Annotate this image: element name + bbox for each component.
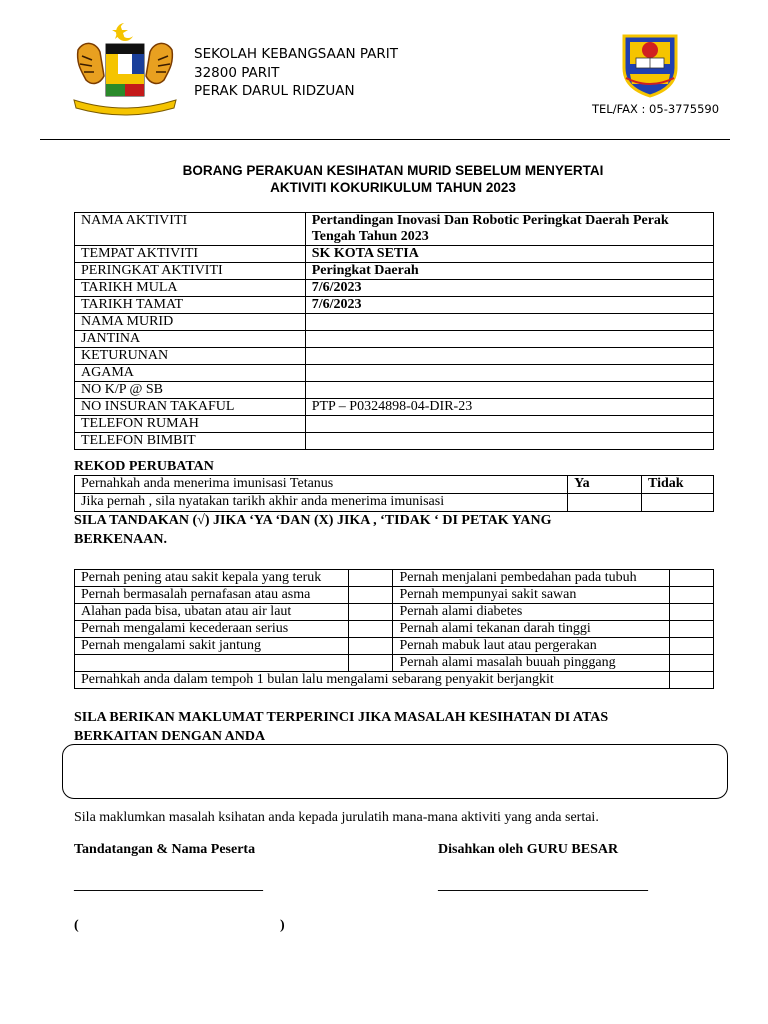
tetanus-question: Pernahkah anda menerima imunisasi Tetanus xyxy=(75,476,568,494)
health-checkbox-left[interactable] xyxy=(348,570,393,587)
infectious-disease-question: Pernahkah anda dalam tempoh 1 bulan lalu mengalami sebarang penyakit berjangkit xyxy=(75,672,670,689)
health-condition-left: Pernah mengalami sakit jantung xyxy=(75,638,349,655)
info-row xyxy=(75,280,714,297)
health-checkbox-left[interactable] xyxy=(348,587,393,604)
instruction-line1: SILA TANDAKAN (√) JIKA ‘YA ‘DAN (X) JIKA , ‘TIDAK ‘ DI PETAK YANG xyxy=(74,513,552,528)
participant-signature-line[interactable]: ___________________________ xyxy=(74,878,263,893)
health-checkbox-left[interactable] xyxy=(348,638,393,655)
ya-checkbox[interactable] xyxy=(568,494,642,512)
school-badge-logo xyxy=(618,30,682,98)
rekod-heading: REKOD PERUBATAN xyxy=(74,459,214,474)
info-label: KETURUNAN xyxy=(75,348,306,365)
tidak-header: Tidak xyxy=(642,476,714,494)
info-value[interactable] xyxy=(305,382,713,399)
health-checkbox-right[interactable] xyxy=(670,587,714,604)
info-value[interactable] xyxy=(305,331,713,348)
health-checkbox-right[interactable] xyxy=(670,604,714,621)
info-row xyxy=(75,348,714,365)
tetanus-date-question: Jika pernah , sila nyatakan tarikh akhir anda menerima imunisasi xyxy=(75,494,568,512)
health-condition-right: Pernah alami tekanan darah tinggi xyxy=(393,621,670,638)
detail-line2: BERKAITAN DENGAN ANDA xyxy=(74,729,266,744)
detail-line1: SILA BERIKAN MAKLUMAT TERPERINCI JIKA MASALAH KESIHATAN DI ATAS xyxy=(74,710,609,725)
info-value[interactable] xyxy=(305,433,713,450)
info-value[interactable] xyxy=(305,416,713,433)
info-label: PERINGKAT AKTIVITI xyxy=(75,263,306,280)
health-conditions-table xyxy=(74,569,714,689)
school-postcode: 32800 PARIT xyxy=(194,65,280,81)
name-open-paren: ( xyxy=(74,918,79,933)
health-checkbox-left[interactable] xyxy=(348,655,393,672)
info-row xyxy=(75,246,714,263)
immunisation-table xyxy=(74,475,714,512)
info-row xyxy=(75,263,714,280)
tel-fax: TEL/FAX : 05-3775590 xyxy=(592,102,720,116)
health-condition-right: Pernah alami diabetes xyxy=(393,604,670,621)
notice-text: Sila maklumkan masalah ksihatan anda kepada jurulatih mana-mana aktiviti yang anda sertai. xyxy=(74,810,599,825)
health-checkbox-right[interactable] xyxy=(670,655,714,672)
info-label: TELEFON BIMBIT xyxy=(75,433,306,450)
info-row xyxy=(75,433,714,450)
info-value: Pertandingan Inovasi Dan Robotic Peringkat Daerah Perak Tengah Tahun 2023 xyxy=(305,213,713,246)
health-condition-right: Pernah alami masalah buuah pinggang xyxy=(393,655,670,672)
info-value[interactable] xyxy=(305,348,713,365)
health-row xyxy=(75,570,714,587)
info-row xyxy=(75,314,714,331)
health-checkbox-right[interactable] xyxy=(670,621,714,638)
health-row xyxy=(75,638,714,655)
info-label: NO INSURAN TAKAFUL xyxy=(75,399,306,416)
form-title-line2: AKTIVITI KOKURIKULUM TAHUN 2023 xyxy=(270,180,516,195)
school-state: PERAK DARUL RIDZUAN xyxy=(194,83,355,99)
health-checkbox-right[interactable] xyxy=(670,570,714,587)
info-label: AGAMA xyxy=(75,365,306,382)
info-row xyxy=(75,365,714,382)
info-row xyxy=(75,399,714,416)
info-label: NAMA AKTIVITI xyxy=(75,213,306,246)
info-value: 7/6/2023 xyxy=(305,297,713,314)
jata-negara-crest-logo xyxy=(70,20,180,116)
info-label: TARIKH MULA xyxy=(75,280,306,297)
health-row xyxy=(75,587,714,604)
info-value: PTP – P0324898-04-DIR-23 xyxy=(305,399,713,416)
health-checkbox-left[interactable] xyxy=(348,604,393,621)
info-label: NAMA MURID xyxy=(75,314,306,331)
info-row xyxy=(75,297,714,314)
info-label: TARIKH TAMAT xyxy=(75,297,306,314)
info-value[interactable] xyxy=(305,365,713,382)
health-condition-right: Pernah mempunyai sakit sawan xyxy=(393,587,670,604)
activity-info-table xyxy=(74,212,714,450)
info-row xyxy=(75,331,714,348)
health-row xyxy=(75,621,714,638)
instruction-line2: BERKENAAN. xyxy=(74,532,167,547)
health-condition-left: Alahan pada bisa, ubatan atau air laut xyxy=(75,604,349,621)
health-condition-left: Pernah bermasalah pernafasan atau asma xyxy=(75,587,349,604)
participant-signature-label: Tandatangan & Nama Peserta xyxy=(74,842,256,857)
info-value: SK KOTA SETIA xyxy=(305,246,713,263)
info-label: NO K/P @ SB xyxy=(75,382,306,399)
headmaster-signature-line[interactable]: ______________________________ xyxy=(438,878,648,893)
ya-header: Ya xyxy=(568,476,642,494)
tidak-checkbox[interactable] xyxy=(642,494,714,512)
info-row xyxy=(75,213,714,246)
health-checkbox-left[interactable] xyxy=(348,621,393,638)
health-condition-right: Pernah menjalani pembedahan pada tubuh xyxy=(393,570,670,587)
header-divider xyxy=(40,139,730,140)
info-row xyxy=(75,382,714,399)
health-condition-left: Pernah pening atau sakit kepala yang teruk xyxy=(75,570,349,587)
health-row xyxy=(75,604,714,621)
headmaster-signature-label: Disahkan oleh GURU BESAR xyxy=(438,842,619,857)
health-condition-left xyxy=(75,655,349,672)
health-checkbox-right[interactable] xyxy=(670,638,714,655)
info-value: 7/6/2023 xyxy=(305,280,713,297)
info-row xyxy=(75,416,714,433)
health-condition-left: Pernah mengalami kecederaan serius xyxy=(75,621,349,638)
health-row xyxy=(75,655,714,672)
infectious-disease-checkbox[interactable] xyxy=(670,672,714,689)
info-label: JANTINA xyxy=(75,331,306,348)
health-row-infectious xyxy=(75,672,714,689)
school-name: SEKOLAH KEBANGSAAN PARIT xyxy=(194,46,398,62)
info-value: Peringkat Daerah xyxy=(305,263,713,280)
info-value[interactable] xyxy=(305,314,713,331)
health-details-box[interactable] xyxy=(62,744,728,799)
health-condition-right: Pernah mabuk laut atau pergerakan xyxy=(393,638,670,655)
info-label: TELEFON RUMAH xyxy=(75,416,306,433)
name-close-paren: ) xyxy=(280,918,285,933)
info-label: TEMPAT AKTIVITI xyxy=(75,246,306,263)
form-title-line1: BORANG PERAKUAN KESIHATAN MURID SEBELUM MENYERTAI xyxy=(182,163,604,178)
